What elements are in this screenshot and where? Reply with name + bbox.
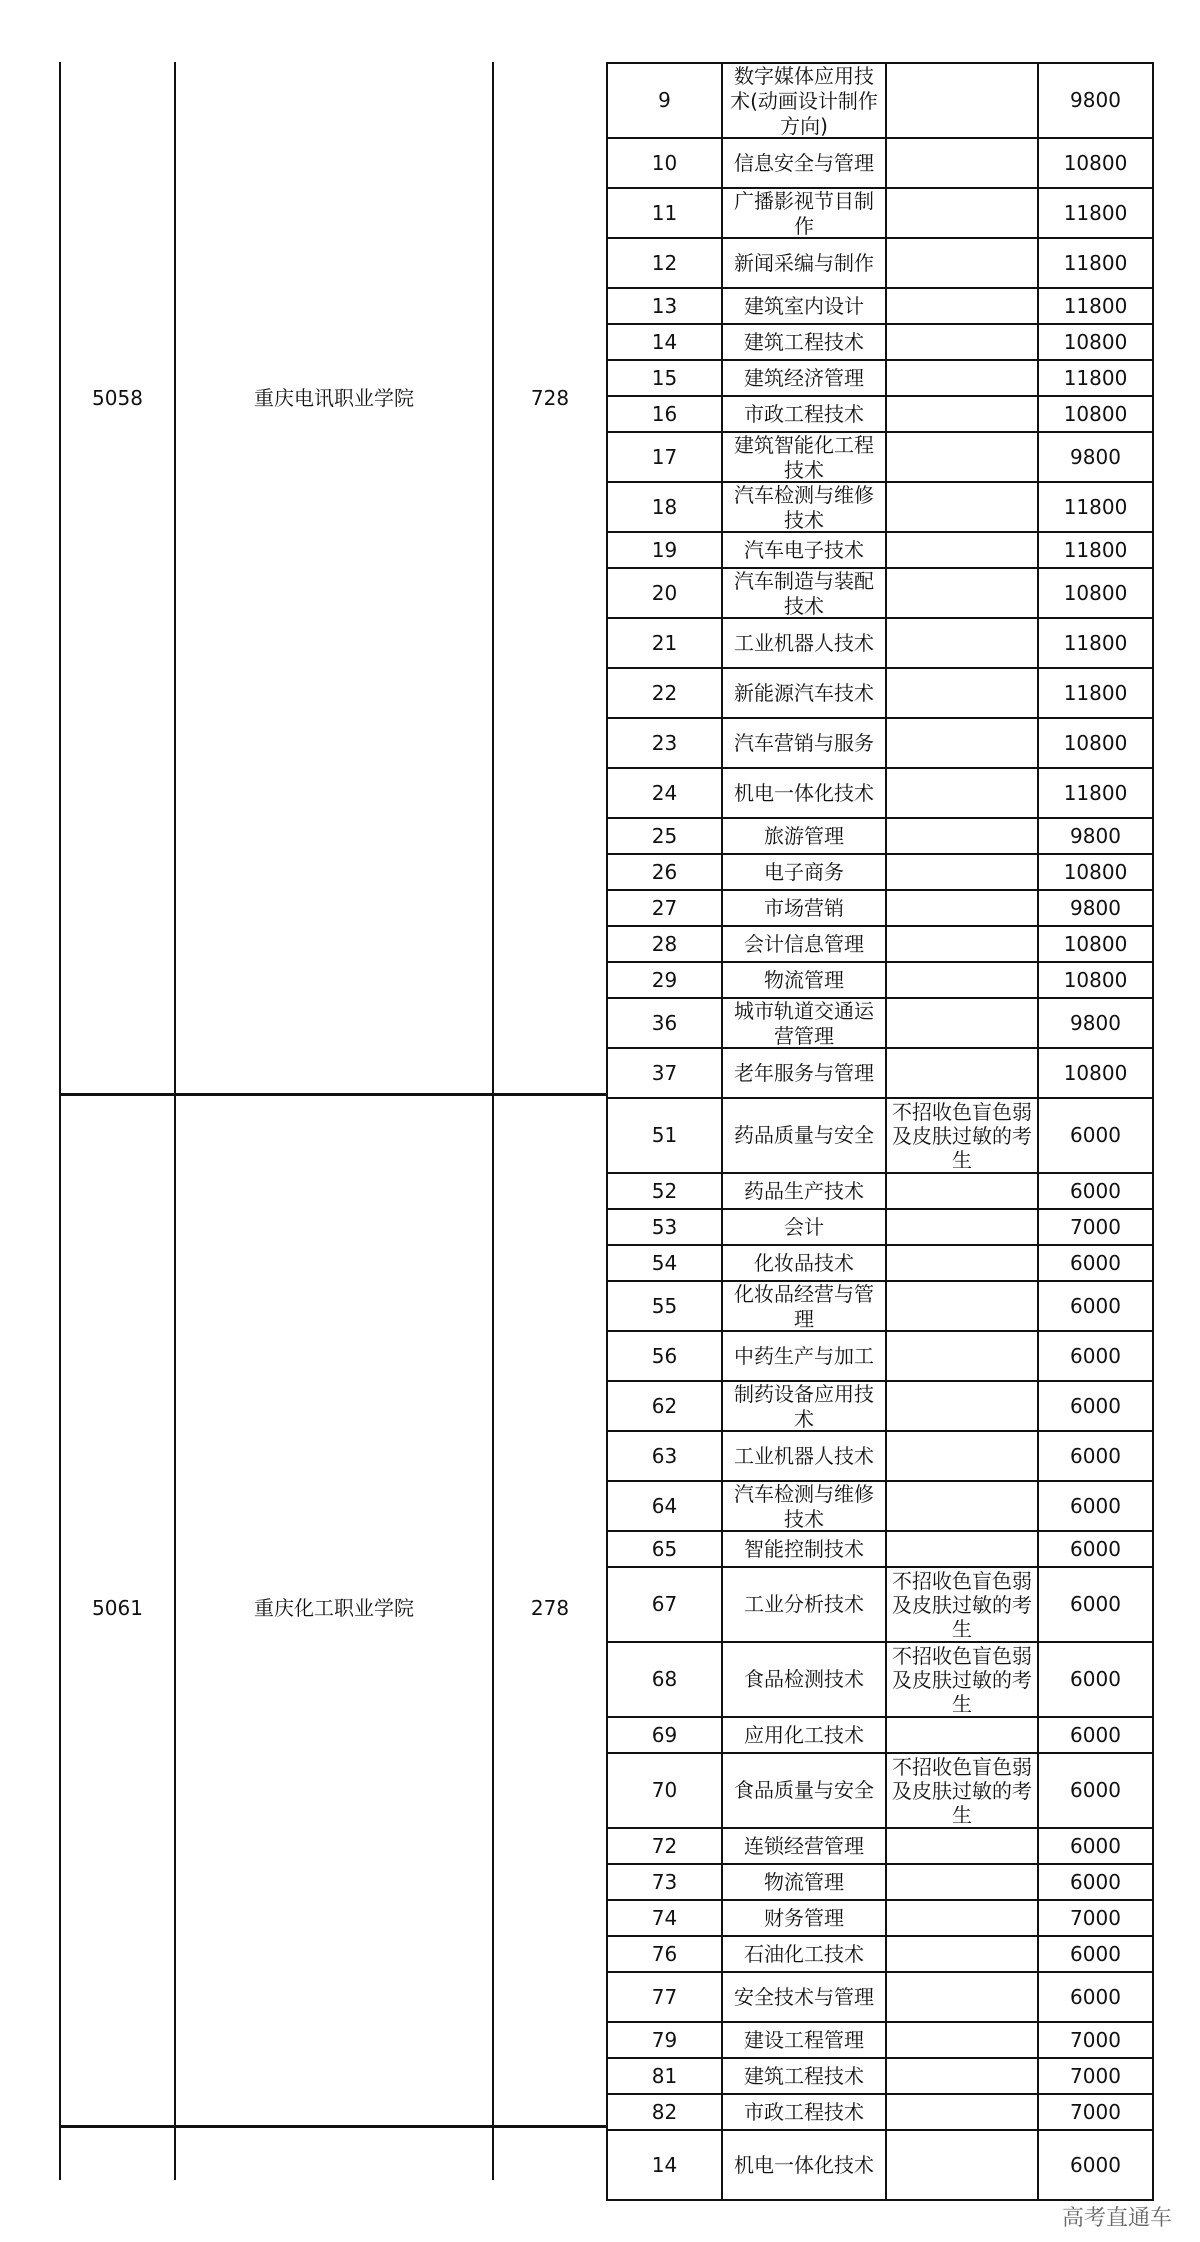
school-code-5058: 5058 bbox=[92, 386, 143, 410]
major-name-text: 建筑工程技术 bbox=[744, 2063, 864, 2088]
major-fee: 6000 bbox=[1038, 1098, 1153, 1173]
table-row bbox=[607, 768, 1153, 818]
major-fee: 10800 bbox=[1038, 324, 1153, 360]
major-number: 81 bbox=[607, 2058, 722, 2094]
major-note bbox=[886, 238, 1038, 288]
table-row bbox=[607, 818, 1153, 854]
major-name bbox=[722, 288, 886, 324]
major-fee: 6000 bbox=[1038, 1828, 1153, 1864]
major-name-text: 药品质量与安全 bbox=[734, 1123, 874, 1147]
major-name-text: 旅游管理 bbox=[764, 823, 844, 848]
major-note bbox=[886, 718, 1038, 768]
major-fee: 6000 bbox=[1038, 1753, 1153, 1828]
major-note bbox=[886, 396, 1038, 432]
major-number: 52 bbox=[607, 1173, 722, 1209]
major-name bbox=[722, 1381, 886, 1431]
major-note bbox=[886, 668, 1038, 718]
major-note bbox=[886, 1209, 1038, 1245]
major-number: 55 bbox=[607, 1281, 722, 1331]
major-fee: 11800 bbox=[1038, 288, 1153, 324]
table-row bbox=[607, 1331, 1153, 1381]
major-number: 14 bbox=[607, 324, 722, 360]
major-name-text: 市政工程技术 bbox=[744, 401, 864, 426]
major-number: 14 bbox=[607, 2130, 722, 2200]
major-name-text: 石油化工技术 bbox=[744, 1941, 864, 1966]
major-note bbox=[886, 1173, 1038, 1209]
major-fee: 6000 bbox=[1038, 1567, 1153, 1642]
major-fee: 6000 bbox=[1038, 1642, 1153, 1717]
major-number: 24 bbox=[607, 768, 722, 818]
major-note bbox=[886, 768, 1038, 818]
major-number: 82 bbox=[607, 2094, 722, 2130]
major-number: 73 bbox=[607, 1864, 722, 1900]
major-note bbox=[886, 890, 1038, 926]
major-name-text: 市政工程技术 bbox=[744, 2099, 864, 2124]
table-row bbox=[607, 890, 1153, 926]
major-fee: 7000 bbox=[1038, 1900, 1153, 1936]
major-name-text: 中药生产与加工 bbox=[734, 1343, 874, 1368]
major-name-text: 新闻采编与制作 bbox=[734, 250, 874, 275]
major-number: 53 bbox=[607, 1209, 722, 1245]
major-name bbox=[722, 1717, 886, 1753]
table-row bbox=[607, 396, 1153, 432]
major-fee: 10800 bbox=[1038, 926, 1153, 962]
major-name-text: 汽车检测与维修技术 bbox=[734, 1482, 874, 1530]
table-row bbox=[607, 1381, 1153, 1431]
major-number: 13 bbox=[607, 288, 722, 324]
major-name-text: 建筑智能化工程技术 bbox=[734, 433, 874, 481]
major-name-text: 信息安全与管理 bbox=[734, 150, 874, 175]
major-name-text: 连锁经营管理 bbox=[744, 1833, 864, 1858]
major-note bbox=[886, 482, 1038, 532]
major-name bbox=[722, 1828, 886, 1864]
major-name-text: 机电一体化技术 bbox=[734, 780, 874, 805]
major-name bbox=[722, 1567, 886, 1642]
major-note bbox=[886, 1972, 1038, 2022]
major-name bbox=[722, 2094, 886, 2130]
major-number: 72 bbox=[607, 1828, 722, 1864]
major-number: 20 bbox=[607, 568, 722, 618]
major-number: 10 bbox=[607, 138, 722, 188]
major-name bbox=[722, 396, 886, 432]
major-name bbox=[722, 890, 886, 926]
major-note bbox=[886, 1828, 1038, 1864]
major-name-text: 物流管理 bbox=[764, 967, 844, 992]
table-row bbox=[607, 1098, 1153, 1173]
major-note bbox=[886, 1281, 1038, 1331]
major-name bbox=[722, 668, 886, 718]
major-name-text: 广播影视节目制作 bbox=[734, 189, 874, 237]
major-fee: 11800 bbox=[1038, 768, 1153, 818]
major-name bbox=[722, 926, 886, 962]
major-number: 65 bbox=[607, 1531, 722, 1567]
col2-border-line bbox=[174, 62, 176, 2180]
major-name bbox=[722, 998, 886, 1048]
major-number: 21 bbox=[607, 618, 722, 668]
major-name bbox=[722, 1864, 886, 1900]
major-number: 74 bbox=[607, 1900, 722, 1936]
major-number: 77 bbox=[607, 1972, 722, 2022]
major-name bbox=[722, 1431, 886, 1481]
major-number: 29 bbox=[607, 962, 722, 998]
table-row bbox=[607, 432, 1153, 482]
major-fee: 11800 bbox=[1038, 188, 1153, 238]
major-name bbox=[722, 1048, 886, 1098]
major-fee: 6000 bbox=[1038, 1331, 1153, 1381]
table-row bbox=[607, 926, 1153, 962]
school-name-5058: 重庆电讯职业学院 bbox=[254, 386, 414, 410]
major-fee: 7000 bbox=[1038, 2058, 1153, 2094]
table-row bbox=[607, 1900, 1153, 1936]
major-note bbox=[886, 1245, 1038, 1281]
major-note bbox=[886, 1753, 1038, 1828]
table-row bbox=[607, 1431, 1153, 1481]
major-number: 37 bbox=[607, 1048, 722, 1098]
major-name bbox=[722, 1936, 886, 1972]
major-fee: 11800 bbox=[1038, 360, 1153, 396]
major-note-text: 不招收色盲色弱及皮肤过敏的考生 bbox=[892, 1568, 1032, 1641]
major-name-text: 建筑室内设计 bbox=[744, 293, 864, 318]
major-name bbox=[722, 532, 886, 568]
major-fee: 6000 bbox=[1038, 1481, 1153, 1531]
major-fee: 6000 bbox=[1038, 1245, 1153, 1281]
major-fee: 11800 bbox=[1038, 482, 1153, 532]
major-note bbox=[886, 2094, 1038, 2130]
major-note bbox=[886, 138, 1038, 188]
major-note bbox=[886, 962, 1038, 998]
major-name bbox=[722, 768, 886, 818]
majors-table bbox=[606, 62, 1154, 2201]
col3-border-line bbox=[492, 62, 494, 2180]
major-name bbox=[722, 1281, 886, 1331]
major-name-text: 机电一体化技术 bbox=[734, 2152, 874, 2177]
major-note-text: 不招收色盲色弱及皮肤过敏的考生 bbox=[892, 1643, 1032, 1716]
table-row bbox=[607, 138, 1153, 188]
major-name-text: 建筑经济管理 bbox=[744, 365, 864, 390]
major-number: 67 bbox=[607, 1567, 722, 1642]
major-name-text: 应用化工技术 bbox=[744, 1722, 864, 1747]
major-name-text: 建设工程管理 bbox=[744, 2027, 864, 2052]
major-name bbox=[722, 138, 886, 188]
table-row bbox=[607, 1245, 1153, 1281]
major-name-text: 制药设备应用技术 bbox=[734, 1382, 874, 1430]
major-name bbox=[722, 1481, 886, 1531]
major-fee: 10800 bbox=[1038, 718, 1153, 768]
major-number: 36 bbox=[607, 998, 722, 1048]
major-fee: 7000 bbox=[1038, 2022, 1153, 2058]
table-row bbox=[607, 2058, 1153, 2094]
major-fee: 11800 bbox=[1038, 532, 1153, 568]
major-note bbox=[886, 1864, 1038, 1900]
major-name-text: 物流管理 bbox=[764, 1869, 844, 1894]
major-note bbox=[886, 1381, 1038, 1431]
major-name-text: 药品生产技术 bbox=[744, 1178, 864, 1203]
major-fee: 9800 bbox=[1038, 818, 1153, 854]
major-note bbox=[886, 926, 1038, 962]
table-row bbox=[607, 1642, 1153, 1717]
major-number: 69 bbox=[607, 1717, 722, 1753]
major-note-text: 不招收色盲色弱及皮肤过敏的考生 bbox=[892, 1099, 1032, 1172]
major-name bbox=[722, 1753, 886, 1828]
table-row bbox=[607, 188, 1153, 238]
major-note bbox=[886, 288, 1038, 324]
major-note bbox=[886, 2130, 1038, 2200]
table-row bbox=[607, 360, 1153, 396]
table-row bbox=[607, 238, 1153, 288]
major-number: 68 bbox=[607, 1642, 722, 1717]
table-row bbox=[607, 1828, 1153, 1864]
major-fee: 9800 bbox=[1038, 432, 1153, 482]
major-name-text: 工业机器人技术 bbox=[734, 1443, 874, 1468]
major-name-text: 财务管理 bbox=[764, 1905, 844, 1930]
major-name bbox=[722, 360, 886, 396]
major-note bbox=[886, 1048, 1038, 1098]
major-note bbox=[886, 2058, 1038, 2094]
table-row bbox=[607, 2094, 1153, 2130]
major-fee: 10800 bbox=[1038, 854, 1153, 890]
major-name-text: 汽车营销与服务 bbox=[734, 730, 874, 755]
table-row bbox=[607, 1936, 1153, 1972]
major-number: 26 bbox=[607, 854, 722, 890]
table-row bbox=[607, 618, 1153, 668]
major-fee: 6000 bbox=[1038, 1281, 1153, 1331]
major-name bbox=[722, 2058, 886, 2094]
major-number: 15 bbox=[607, 360, 722, 396]
school-code-5061: 5061 bbox=[92, 1596, 143, 1620]
major-name-text: 安全技术与管理 bbox=[734, 1984, 874, 2009]
major-number: 56 bbox=[607, 1331, 722, 1381]
major-name-text: 数字媒体应用技术(动画设计制作方向) bbox=[730, 64, 878, 137]
major-note bbox=[886, 1531, 1038, 1567]
major-fee: 6000 bbox=[1038, 1381, 1153, 1431]
major-note bbox=[886, 854, 1038, 890]
major-fee: 6000 bbox=[1038, 1531, 1153, 1567]
major-name-text: 食品检测技术 bbox=[744, 1667, 864, 1691]
table-row bbox=[607, 1717, 1153, 1753]
major-name-text: 城市轨道交通运营管理 bbox=[734, 999, 874, 1047]
table-row bbox=[607, 962, 1153, 998]
table-row bbox=[607, 1481, 1153, 1531]
major-fee: 6000 bbox=[1038, 1864, 1153, 1900]
major-number: 11 bbox=[607, 188, 722, 238]
major-note bbox=[886, 1431, 1038, 1481]
major-name bbox=[722, 482, 886, 532]
major-name bbox=[722, 1098, 886, 1173]
major-name bbox=[722, 854, 886, 890]
major-fee: 6000 bbox=[1038, 1717, 1153, 1753]
major-name-text: 化妆品经营与管理 bbox=[734, 1282, 874, 1330]
table-row bbox=[607, 2022, 1153, 2058]
major-fee: 10800 bbox=[1038, 396, 1153, 432]
major-note bbox=[886, 998, 1038, 1048]
major-name bbox=[722, 1642, 886, 1717]
major-name-text: 电子商务 bbox=[764, 859, 844, 884]
watermark: 高考直通车 bbox=[1061, 2206, 1172, 2231]
major-name bbox=[722, 1972, 886, 2022]
major-note bbox=[886, 63, 1038, 138]
major-number: 19 bbox=[607, 532, 722, 568]
table-row bbox=[607, 532, 1153, 568]
major-name-text: 会计 bbox=[784, 1214, 824, 1239]
major-name-text: 食品质量与安全 bbox=[734, 1778, 874, 1802]
table-row bbox=[607, 1281, 1153, 1331]
major-name bbox=[722, 1173, 886, 1209]
table-row bbox=[607, 668, 1153, 718]
major-name-text: 工业分析技术 bbox=[744, 1592, 864, 1616]
major-name-text: 汽车电子技术 bbox=[744, 537, 864, 562]
major-fee: 11800 bbox=[1038, 618, 1153, 668]
table-row bbox=[607, 482, 1153, 532]
table-row bbox=[607, 2130, 1153, 2200]
major-number: 64 bbox=[607, 1481, 722, 1531]
major-number: 28 bbox=[607, 926, 722, 962]
major-name bbox=[722, 1900, 886, 1936]
table-row bbox=[607, 324, 1153, 360]
major-name-text: 化妆品技术 bbox=[754, 1250, 854, 1275]
major-fee: 9800 bbox=[1038, 998, 1153, 1048]
table-row bbox=[607, 63, 1153, 138]
major-fee: 6000 bbox=[1038, 2130, 1153, 2200]
major-note bbox=[886, 1481, 1038, 1531]
major-number: 16 bbox=[607, 396, 722, 432]
school-separator-1 bbox=[59, 1093, 607, 1096]
major-fee: 6000 bbox=[1038, 1936, 1153, 1972]
major-name bbox=[722, 568, 886, 618]
major-name-text: 老年服务与管理 bbox=[734, 1060, 874, 1085]
table-row bbox=[607, 1972, 1153, 2022]
major-fee: 10800 bbox=[1038, 568, 1153, 618]
school-plan-5058: 728 bbox=[530, 386, 570, 410]
major-fee: 10800 bbox=[1038, 138, 1153, 188]
major-number: 70 bbox=[607, 1753, 722, 1828]
major-note bbox=[886, 568, 1038, 618]
school-name-5061: 重庆化工职业学院 bbox=[254, 1596, 414, 1620]
major-number: 17 bbox=[607, 432, 722, 482]
major-fee: 7000 bbox=[1038, 2094, 1153, 2130]
major-fee: 10800 bbox=[1038, 1048, 1153, 1098]
major-fee: 9800 bbox=[1038, 63, 1153, 138]
major-name-text: 建筑工程技术 bbox=[744, 329, 864, 354]
major-number: 12 bbox=[607, 238, 722, 288]
major-name-text: 新能源汽车技术 bbox=[734, 680, 874, 705]
table-row bbox=[607, 1753, 1153, 1828]
major-name bbox=[722, 962, 886, 998]
table-row bbox=[607, 1567, 1153, 1642]
major-note bbox=[886, 1936, 1038, 1972]
major-number: 51 bbox=[607, 1098, 722, 1173]
major-name bbox=[722, 432, 886, 482]
major-name-text: 智能控制技术 bbox=[744, 1536, 864, 1561]
major-number: 25 bbox=[607, 818, 722, 854]
major-number: 76 bbox=[607, 1936, 722, 1972]
major-note bbox=[886, 818, 1038, 854]
major-number: 18 bbox=[607, 482, 722, 532]
major-name bbox=[722, 238, 886, 288]
major-name bbox=[722, 818, 886, 854]
major-note bbox=[886, 1900, 1038, 1936]
table-row bbox=[607, 568, 1153, 618]
major-fee: 7000 bbox=[1038, 1209, 1153, 1245]
table-row bbox=[607, 854, 1153, 890]
major-fee: 6000 bbox=[1038, 1431, 1153, 1481]
major-note bbox=[886, 360, 1038, 396]
major-note bbox=[886, 1098, 1038, 1173]
major-name-text: 工业机器人技术 bbox=[734, 630, 874, 655]
major-note bbox=[886, 432, 1038, 482]
table-row bbox=[607, 288, 1153, 324]
major-name bbox=[722, 2130, 886, 2200]
table-row bbox=[607, 718, 1153, 768]
major-number: 27 bbox=[607, 890, 722, 926]
major-name bbox=[722, 718, 886, 768]
left-border-line bbox=[59, 62, 61, 2180]
major-fee: 6000 bbox=[1038, 1972, 1153, 2022]
major-number: 54 bbox=[607, 1245, 722, 1281]
major-number: 63 bbox=[607, 1431, 722, 1481]
major-name-text: 会计信息管理 bbox=[744, 931, 864, 956]
major-name bbox=[722, 618, 886, 668]
major-note bbox=[886, 618, 1038, 668]
major-name-text: 汽车制造与装配技术 bbox=[734, 569, 874, 617]
major-name bbox=[722, 324, 886, 360]
major-note bbox=[886, 1567, 1038, 1642]
major-name-text: 市场营销 bbox=[764, 895, 844, 920]
major-name-text: 汽车检测与维修技术 bbox=[734, 483, 874, 531]
major-name bbox=[722, 1331, 886, 1381]
table-row bbox=[607, 998, 1153, 1048]
major-number: 79 bbox=[607, 2022, 722, 2058]
major-note bbox=[886, 188, 1038, 238]
school-separator-2 bbox=[59, 2125, 607, 2128]
table-row bbox=[607, 1048, 1153, 1098]
major-number: 22 bbox=[607, 668, 722, 718]
major-fee: 10800 bbox=[1038, 962, 1153, 998]
major-note-text: 不招收色盲色弱及皮肤过敏的考生 bbox=[892, 1754, 1032, 1827]
major-note bbox=[886, 1717, 1038, 1753]
major-fee: 9800 bbox=[1038, 890, 1153, 926]
major-fee: 11800 bbox=[1038, 238, 1153, 288]
major-note bbox=[886, 2022, 1038, 2058]
major-number: 9 bbox=[607, 63, 722, 138]
major-name bbox=[722, 2022, 886, 2058]
major-note bbox=[886, 532, 1038, 568]
major-name bbox=[722, 1209, 886, 1245]
major-note bbox=[886, 324, 1038, 360]
table-row bbox=[607, 1531, 1153, 1567]
school-plan-5061: 278 bbox=[530, 1596, 570, 1620]
major-note bbox=[886, 1642, 1038, 1717]
major-name bbox=[722, 63, 886, 138]
major-number: 23 bbox=[607, 718, 722, 768]
major-number: 62 bbox=[607, 1381, 722, 1431]
major-name bbox=[722, 1531, 886, 1567]
table-row bbox=[607, 1209, 1153, 1245]
major-name bbox=[722, 1245, 886, 1281]
major-name bbox=[722, 188, 886, 238]
table-row bbox=[607, 1864, 1153, 1900]
table-row bbox=[607, 1173, 1153, 1209]
major-note bbox=[886, 1331, 1038, 1381]
major-fee: 6000 bbox=[1038, 1173, 1153, 1209]
major-fee: 11800 bbox=[1038, 668, 1153, 718]
